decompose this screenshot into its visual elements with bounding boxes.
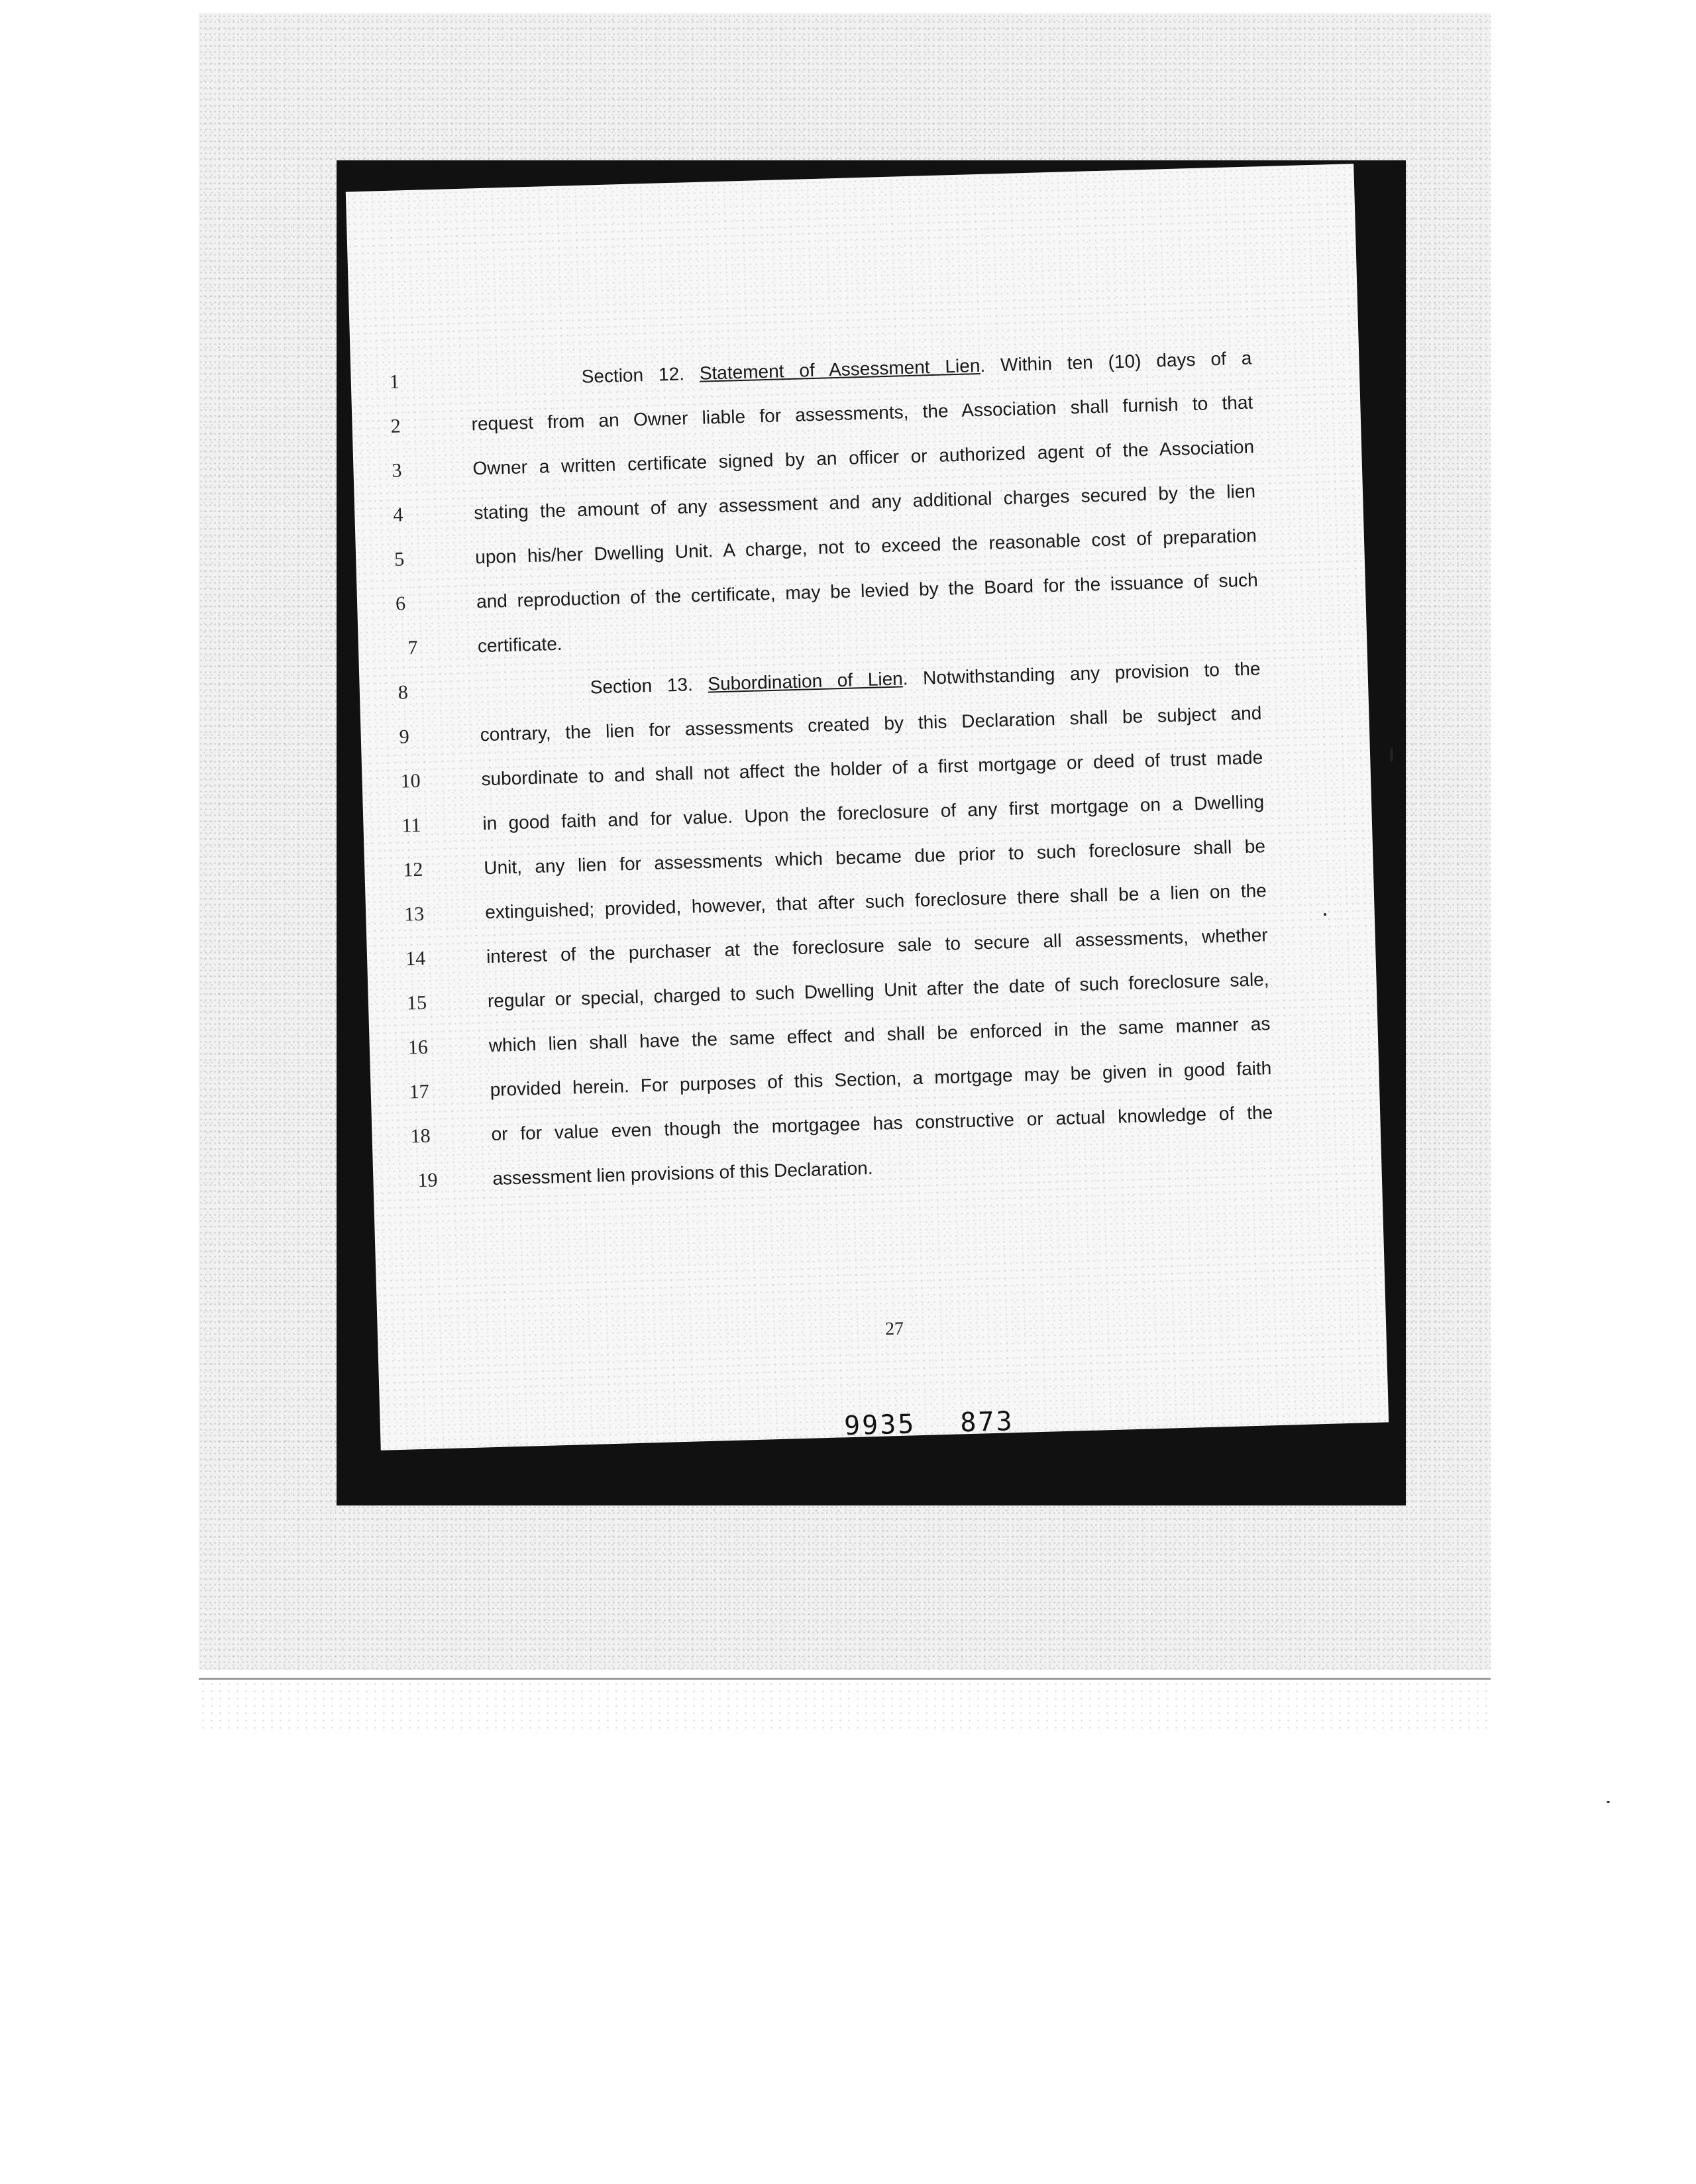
line-number: 18 <box>410 1124 431 1148</box>
text-segment: assessment lien provisions of this Declaration. <box>492 1157 873 1189</box>
line-number: 1 <box>389 370 400 393</box>
text-segment: which lien shall have the same effect and shall be enforced in the same manner as <box>488 1013 1271 1056</box>
line-number: 9 <box>399 726 410 748</box>
line-number: 2 <box>390 415 401 437</box>
text-segment: and reproduction of the certificate, may be levied by the Board for the issuance of such <box>476 569 1259 612</box>
text-segment: provided herein. For purposes of this Section, a mortgage may be given in good faith <box>490 1058 1272 1101</box>
scan-edge-line <box>199 1678 1491 1680</box>
text-segment: Unit, any lien for assessments which became due prior to such foreclosure shall be <box>483 836 1266 879</box>
text-segment: extinguished; provided, however, that after such foreclosure there shall be a lien on the <box>484 880 1267 923</box>
page-number: 27 <box>884 1318 904 1340</box>
text-segment: upon his/her Dwelling Unit. A charge, not to exceed the reasonable cost of preparation <box>474 525 1257 568</box>
text-segment: Section 12. <box>581 362 700 387</box>
line-number: 15 <box>406 991 427 1014</box>
line-number: 10 <box>400 769 421 792</box>
line-number: 12 <box>402 858 423 881</box>
line-number: 3 <box>392 459 403 482</box>
text-segment: stating the amount of any assessment and any additional charges secured by the lien <box>473 480 1256 523</box>
recording-stamp: 9935 873 <box>843 1406 1015 1442</box>
scan-speck <box>1390 747 1393 762</box>
line-number: 13 <box>403 902 425 926</box>
text-segment: contrary, the lien for assessments created by this Declaration shall be subject and <box>480 702 1262 745</box>
text-segment: in good faith and for value. Upon the foreclosure of any first mortgage on a Dwelling <box>482 791 1265 834</box>
text-segment: or for value even though the mortgagee has constructive or actual knowledge of the <box>491 1102 1273 1145</box>
line-number: 5 <box>394 548 405 571</box>
text-segment: request from an Owner liable for assessments, the Association shall furnish to that <box>471 392 1253 435</box>
line-number: 17 <box>409 1080 430 1103</box>
scan-speck <box>1607 1801 1610 1803</box>
line-number: 14 <box>405 947 426 970</box>
line-number: 16 <box>407 1036 429 1059</box>
text-segment: . Notwithstanding any provision to the <box>902 658 1261 689</box>
line-number: 7 <box>407 636 418 659</box>
scan-lower-noise <box>199 1680 1491 1733</box>
line-number: 4 <box>392 504 403 526</box>
text-segment: regular or special, charged to such Dwelling Unit after the date of such foreclosure sale, <box>487 969 1269 1012</box>
text-segment: Owner a written certificate signed by an officer or authorized agent of the Association <box>472 436 1255 479</box>
line-number: 19 <box>417 1169 438 1192</box>
text-segment: . Within ten (10) days of a <box>979 347 1252 376</box>
section-heading: Statement of Assessment Lien <box>699 355 980 384</box>
body-text <box>389 336 1275 1201</box>
text-segment: Section 13. <box>590 673 708 698</box>
text-segment: certificate. <box>477 633 562 657</box>
scan-speck <box>1324 913 1326 916</box>
line-number: 8 <box>398 681 409 704</box>
line-number: 11 <box>401 814 421 837</box>
section-heading: Subordination of Lien <box>707 668 904 694</box>
document-page <box>346 164 1389 1450</box>
text-segment: interest of the purchaser at the foreclosure sale to secure all assessments, whether <box>486 924 1269 967</box>
line-number: 6 <box>395 592 406 615</box>
text-segment: subordinate to and shall not affect the holder of a first mortgage or deed of trust made <box>481 747 1263 790</box>
